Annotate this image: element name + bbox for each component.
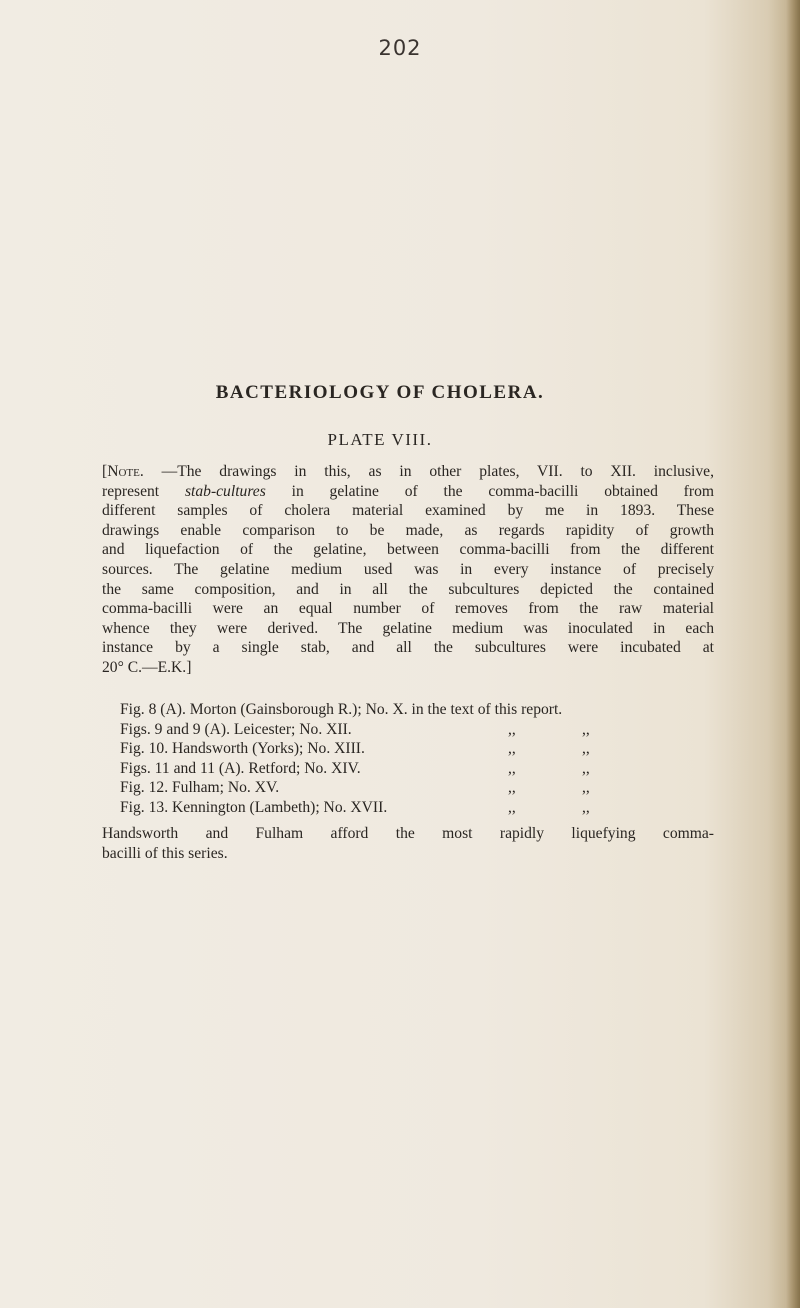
note-line: the same composition, and in all the subcultures depicted the contained [102,580,714,598]
note-text: represent [102,482,185,500]
ditto-mark: ,, [508,759,516,777]
ditto-mark: ,, [582,779,590,797]
ditto-mark: ,, [508,720,516,738]
note-text: . —The drawings in this, as in other plates, VII. to XII. inclusive, [139,463,714,480]
chapter-title: BACTERIOLOGY OF CHOLERA. [215,382,545,403]
ditto-mark: ,, [582,720,590,738]
ditto-mark: ,, [582,798,590,816]
figure-entry [120,778,720,798]
closing-remark [102,824,714,863]
figure-entry [120,700,720,720]
ditto-mark: ,, [508,779,516,797]
figure-text: Fig. 8 (A). Morton (Gainsborough R.); No. X. in the text of this report. [120,701,563,718]
figure-text: Fig. 13. Kennington (Lambeth); No. XVII. [120,798,388,816]
note-line [102,462,714,482]
figure-text: Figs. 11 and 11 (A). Retford; No. XIV. [120,759,361,777]
note-text: in gelatine of the comma-bacilli obtained from [265,482,714,500]
figure-text: Fig. 10. Handsworth (Yorks); No. XIII. [120,740,365,758]
note-line: 20° C.—E.K.] [102,658,192,676]
plate-heading: PLATE VIII. [327,430,433,449]
figure-text: Figs. 9 and 9 (A). Leicester; No. XII. [120,720,352,738]
note-label: Note [107,463,140,480]
note-line: and liquefaction of the gelatine, between comma-bacilli from the different [102,541,714,559]
figure-entry [120,739,720,759]
closing-line: Handsworth and Fulham afford the most rapidly liquefying comma- [102,825,714,842]
figure-list [120,700,720,818]
closing-line: bacilli of this series. [102,844,228,862]
note-line: sources. The gelatine medium used was in every instance of precisely [102,560,714,578]
page-number: 202 [378,36,422,60]
ditto-mark: ,, [582,759,590,777]
note-bracket: [ [102,463,108,480]
note-line [102,482,714,502]
figure-entry [120,759,720,779]
note-line: drawings enable comparison to be made, as regards rapidity of growth [102,521,714,539]
figure-text: Fig. 12. Fulham; No. XV. [120,779,280,797]
note-line: whence they were derived. The gelatine medium was inoculated in each [102,619,714,637]
ditto-mark: ,, [508,740,516,758]
page-edge-shadow [786,0,800,1308]
figure-entry [120,798,720,818]
ditto-mark: ,, [582,740,590,758]
editor-note [102,462,714,678]
figure-entry [120,720,720,740]
note-line: different samples of cholera material examined by me in 1893. These [102,502,714,520]
note-italic-term: stab-cultures [184,482,266,500]
ditto-mark: ,, [508,798,516,816]
note-line: comma-bacilli were an equal number of removes from the raw material [102,600,714,618]
note-line: instance by a single stab, and all the subcultures were incubated at [102,639,714,657]
